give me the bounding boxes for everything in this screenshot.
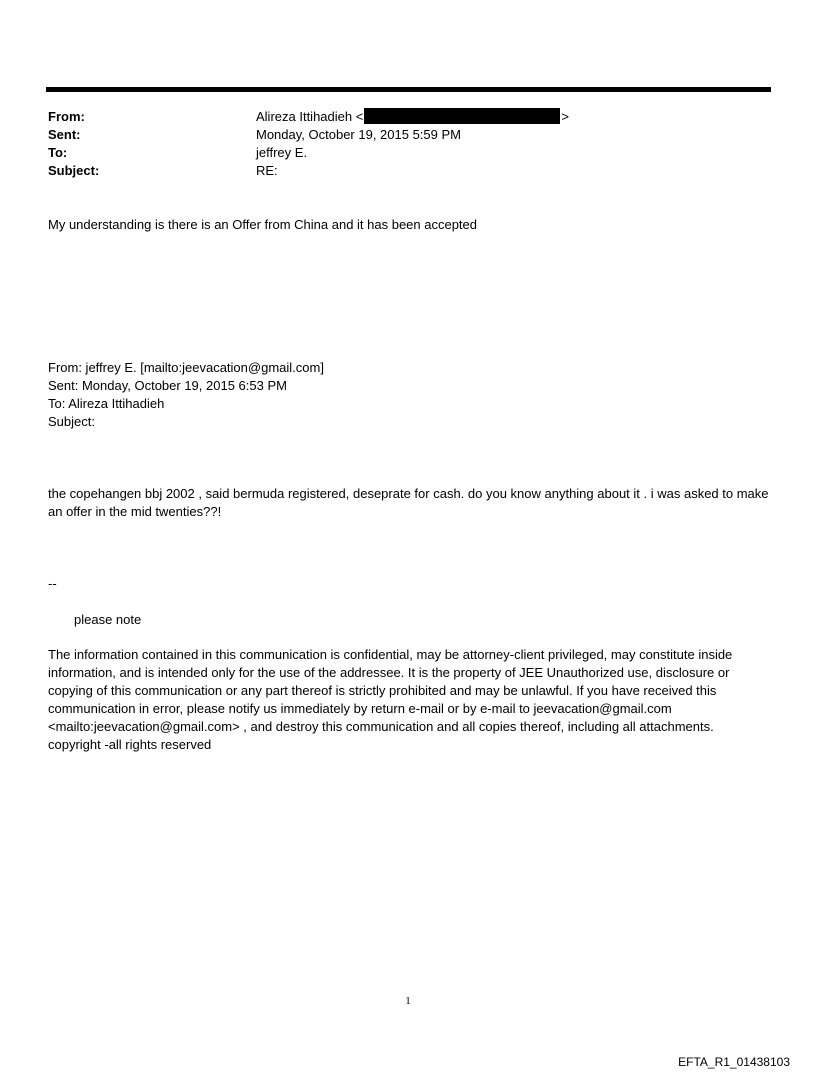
quoted-to: To: Alireza Ittihadieh — [48, 396, 165, 411]
to-label: To: — [48, 145, 68, 160]
subject-label: Subject: — [48, 163, 100, 178]
from-value — [256, 108, 569, 126]
redaction-block — [364, 108, 560, 124]
signature-note: please note — [74, 612, 142, 627]
document-id: EFTA_R1_01438103 — [678, 1055, 790, 1069]
page-number: 1 — [405, 995, 411, 1007]
from-label: From: — [48, 109, 85, 124]
quoted-body: the copehangen bbj 2002 , said bermuda registered, deseprate for cash. do you know anything about it . i was asked to make an offer in the mid twenties??! — [48, 486, 769, 519]
signature-separator: -- — [48, 576, 57, 591]
confidentiality-disclaimer: The information contained in this communication is confidential, may be attorney-client privileged, may constitute inside information, and is intended only for the use of the addressee. It is the property of JEE Unauthorized use, disclosure or copying of this communication or any part thereof is strictly prohibited and may be unlawful. If you have received this communication in error, please notify us immediately by return e-mail or by e-mail to jeevacation@gmail.com <mailto:jeevacation@gmail.com> , and destroy this communication and all copies thereof, including all attachments. copyright -all rights reserved — [48, 647, 733, 752]
quoted-from: From: jeffrey E. [mailto:jeevacation@gmail.com] — [48, 360, 324, 375]
from-name: Alireza Ittihadieh < — [256, 109, 364, 124]
sent-label: Sent: — [48, 127, 81, 142]
quoted-sent: Sent: Monday, October 19, 2015 6:53 PM — [48, 378, 287, 393]
subject-value: RE: — [256, 163, 278, 178]
header-divider — [46, 87, 771, 92]
reply-body: My understanding is there is an Offer from China and it has been accepted — [48, 217, 478, 232]
quoted-subject: Subject: — [48, 414, 95, 429]
sent-value: Monday, October 19, 2015 5:59 PM — [256, 127, 461, 142]
from-close: > — [561, 109, 569, 124]
to-value: jeffrey E. — [256, 145, 308, 160]
